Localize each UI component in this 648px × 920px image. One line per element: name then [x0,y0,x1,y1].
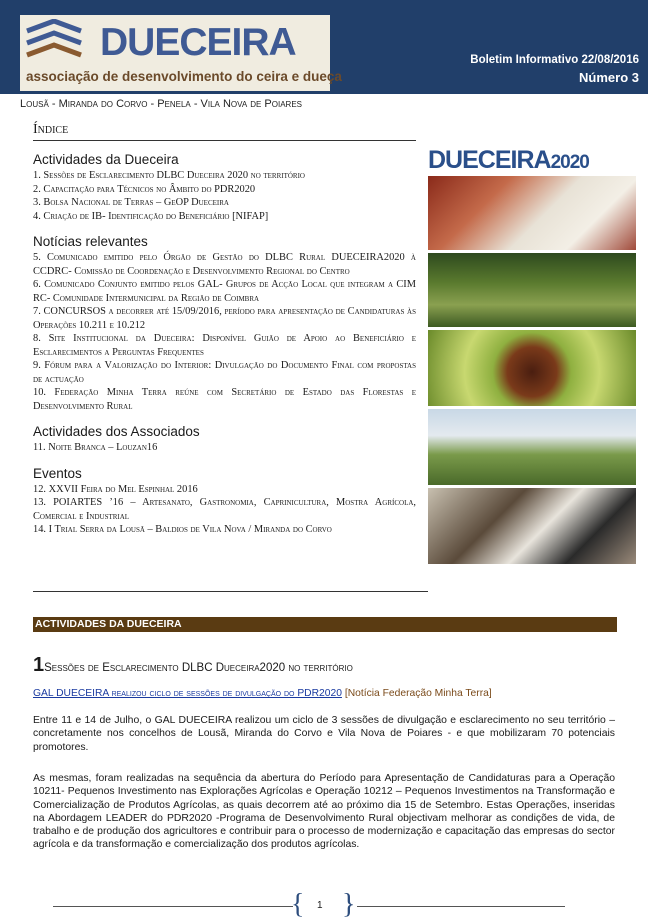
left-brace-icon: { [291,889,305,920]
footer-line-right [357,906,565,907]
places-line: Lousã - Miranda do Corvo - Penela - Vila Nova de Poiares [20,98,302,110]
toc-item[interactable]: 2. Capacitação para Técnicos no Âmbito do PDR2020 [33,183,256,195]
footer-line-left [53,906,293,907]
toc-divider [33,591,428,592]
paragraph-2: As mesmas, foram realizadas na sequência da abertura do Período para Apresentação de Candidaturas para a Operação 10211- Pequenos Investimento nas Explorações Agrícolas e Operação 10212 – Pequenos Investimentos na Transformação e Comercialização de Produtos Agrícolas, as quais decorrem até ao próximo dia 15 de Setembro. Estas Operações, inseridas na Abordagem LEADER do PDR2020 -Programa de Desenvolvimento Rural objectivam melhorar as condições de vida, de trabalho e de produção dos agricultores e contribuir para o processo de modernização e capacitação das empresas do sector agrícola e da transformação e comercialização dos produtos agrícolas. [33,773,615,851]
toc-title: Índice [33,122,416,141]
toc-section-title: Eventos [33,465,82,481]
header-band [0,0,648,94]
section-banner: ACTIVIDADES DA DUECEIRA [33,617,617,632]
toc-item[interactable]: 12. XXVII Feira do Mel Espinhal 2016 [33,483,198,495]
article-link[interactable]: GAL DUECEIRA realizou ciclo de sessões de divulgação do PDR2020 [33,688,342,699]
toc-item[interactable]: 14. I Trial Serra da Lousã – Baldios de Vila Nova / Miranda do Corvo [33,524,332,535]
logo-wordmark: DUECEIRA [100,21,296,64]
dueceira-logo[interactable] [20,15,342,91]
toc-section-title: Actividades da Dueceira [33,152,179,167]
photo-landscape [428,409,636,485]
bulletin-info [470,52,639,86]
article-number: 1 [33,654,45,676]
toc-item[interactable]: 6. Comunicado Conjunto emitido pelos GAL- Grupos de Acção Local que integram a CIM RC- Comunidade Intermunicipal da Região de Coimbra [33,279,416,304]
page-number: 1 [317,900,323,911]
photo-hand-writing [428,176,636,250]
toc-item[interactable]: 3. Bolsa Nacional de Terras – GeOP Dueceira [33,197,229,208]
toc-item[interactable]: 8. Site Institucional da Dueceira: Disponível Guião de Apoio ao Beneficiário e Esclarecimentos a Perguntas Frequentes [33,333,417,358]
brand-year: 2020 [550,152,589,173]
paragraph-1: Entre 11 e 14 de Julho, o GAL DUECEIRA realizou um ciclo de 3 sessões de divulgação e esclarecimento no seu território – concretamente nos concelhos de Lousã, Miranda do Corvo e Vila Nova de Poiares - e que mobilizaram 70 potenciais promotores. [33,715,615,753]
right-brace-icon: } [342,889,356,920]
logo-tagline: associação de desenvolvimento do ceira e dueça [26,69,342,84]
photo-chess-players [428,488,636,564]
issue-number: Número 3 [579,70,639,85]
toc-sections [33,152,416,537]
toc-item[interactable]: 9. Fórum para a Valorização do Interior: Divulgação do Documento Final com propostas de actuação [33,360,416,385]
article-source: [Notícia Federação Minha Terra] [341,688,492,699]
article-link-line [33,688,492,699]
toc-item[interactable]: 1. Sessões de Esclarecimento DLBC Dueceira 2020 no território [33,170,305,181]
toc-item[interactable]: 11. Noite Branca – Louzan16 [33,442,158,453]
brand-word: DUECEIRA [428,146,551,174]
bulletin-date: Boletim Informativo 22/08/2016 [470,54,639,66]
table-of-contents [33,122,416,537]
toc-item[interactable]: 7. CONCURSOS a decorrer até 15/09/2016, período para apresentação de Candidaturas às Operações 10.211 e 10.212 [33,306,416,331]
toc-item[interactable]: 10. Federação Minha Terra reúne com Secretário de Estado das Florestas e Desenvolvimento Rural [33,387,416,412]
article-title-text: Sessões de Esclarecimento DLBC Dueceira2020 no território [44,662,353,674]
toc-item[interactable]: 13. POIARTES ’16 – Artesanato, Gastronomia, Caprinicultura, Mostra Agrícola, Comercial e Industrial [33,497,416,522]
photo-chestnut [428,330,636,406]
dueceira2020-logo [428,146,589,175]
photo-vineyard [428,253,636,327]
toc-item[interactable]: 5. Comunicado emitido pelo Órgão de Gestão do DLBC Rural DUECEIRA2020 à CCDRC- Comissão de Coordenação e Desenvolvimento Regional do Centro [33,252,416,277]
toc-item[interactable]: 4. Criação de IB- Identificação do Beneficiário [NIFAP] [33,210,269,222]
chevron-stack-icon [23,19,85,65]
article-title [33,654,353,677]
toc-section-title: Notícias relevantes [33,234,148,249]
toc-section-title: Actividades dos Associados [33,424,200,439]
